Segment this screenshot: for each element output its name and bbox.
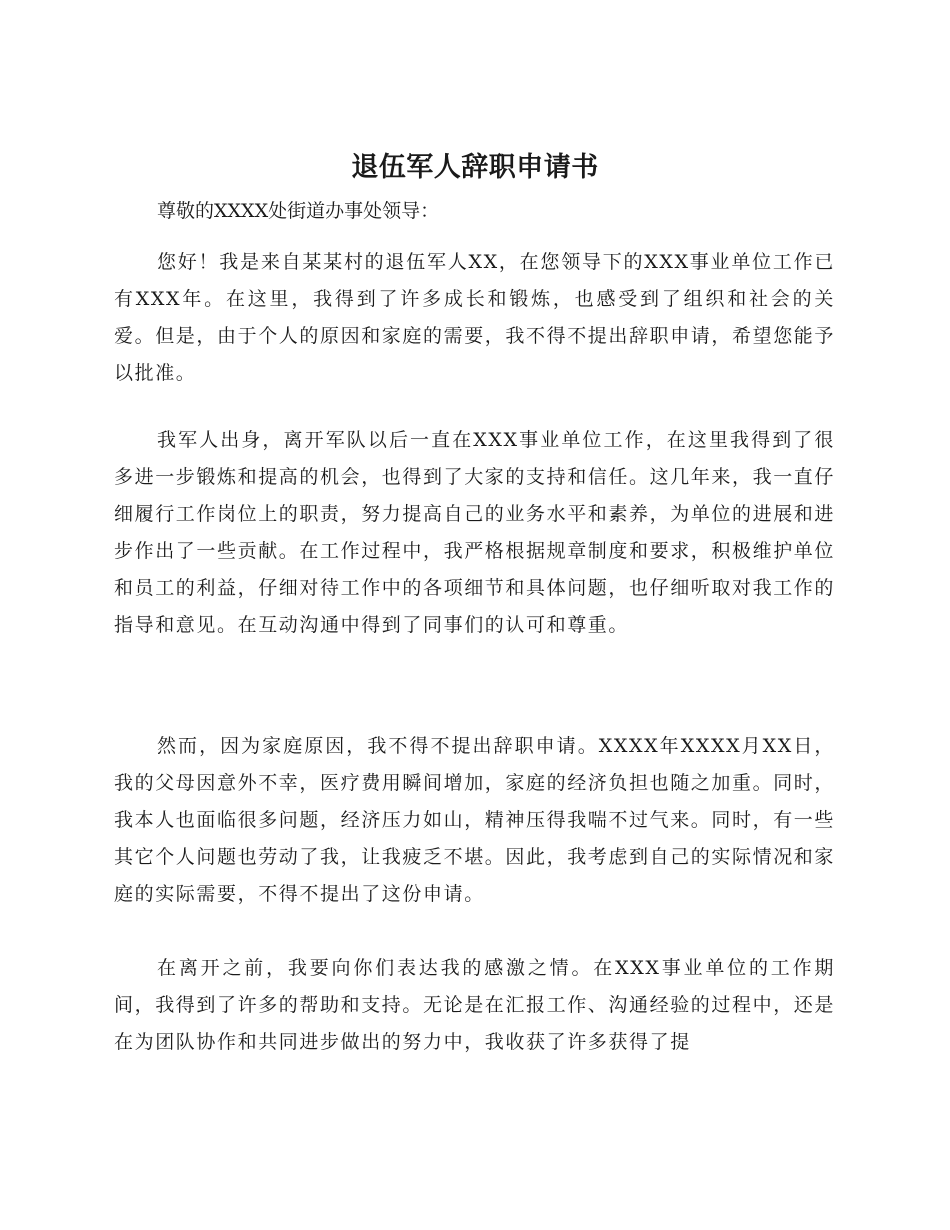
body-paragraph-3: 然而，因为家庭原因，我不得不提出辞职申请。XXXX年XXXX月XX日，我的父母因意外不幸，医疗费用瞬间增加，家庭的经济负担也随之加重。同时，我本人也面临很多问题，经济压力如山，精神压得我喘不过气来。同时，有一些其它个人问题也劳动了我，让我疲乏不堪。因此，我考虑到自己的实际情况和家庭的实际需要，不得不提出了这份申请。 — [114, 735, 836, 905]
salutation: 尊敬的XXXX处街道办事处领导： — [157, 200, 440, 222]
body-paragraph-1: 您好！我是来自某某村的退伍军人XX，在您领导下的XXX事业单位工作已有XXX年。在这里，我得到了许多成长和锻炼，也感受到了组织和社会的关爱。但是，由于个人的原因和家庭的需要，我不得不提出辞职申请，希望您能予以批准。 — [114, 251, 836, 384]
body-paragraph-4: 在离开之前，我要向你们表达我的感激之情。在XXX事业单位的工作期间，我得到了许多的帮助和支持。无论是在汇报工作、沟通经验的过程中，还是在为团队协作和共同进步做出的努力中，我收获了许多获得了提 — [114, 957, 836, 1053]
body-paragraph-2: 我军人出身，离开军队以后一直在XXX事业单位工作，在这里我得到了很多进一步锻炼和提高的机会，也得到了大家的支持和信任。这几年来，我一直仔细履行工作岗位上的职责，努力提高自己的业务水平和素养，为单位的进展和进步作出了一些贡献。在工作过程中，我严格根据规章制度和要求，积极维护单位和员工的利益，仔细对待工作中的各项细节和具体问题，也仔细听取对我工作的指导和意见。在互动沟通中得到了同事们的认可和尊重。 — [114, 429, 836, 636]
document-title: 退伍军人辞职申请书 — [351, 152, 599, 183]
